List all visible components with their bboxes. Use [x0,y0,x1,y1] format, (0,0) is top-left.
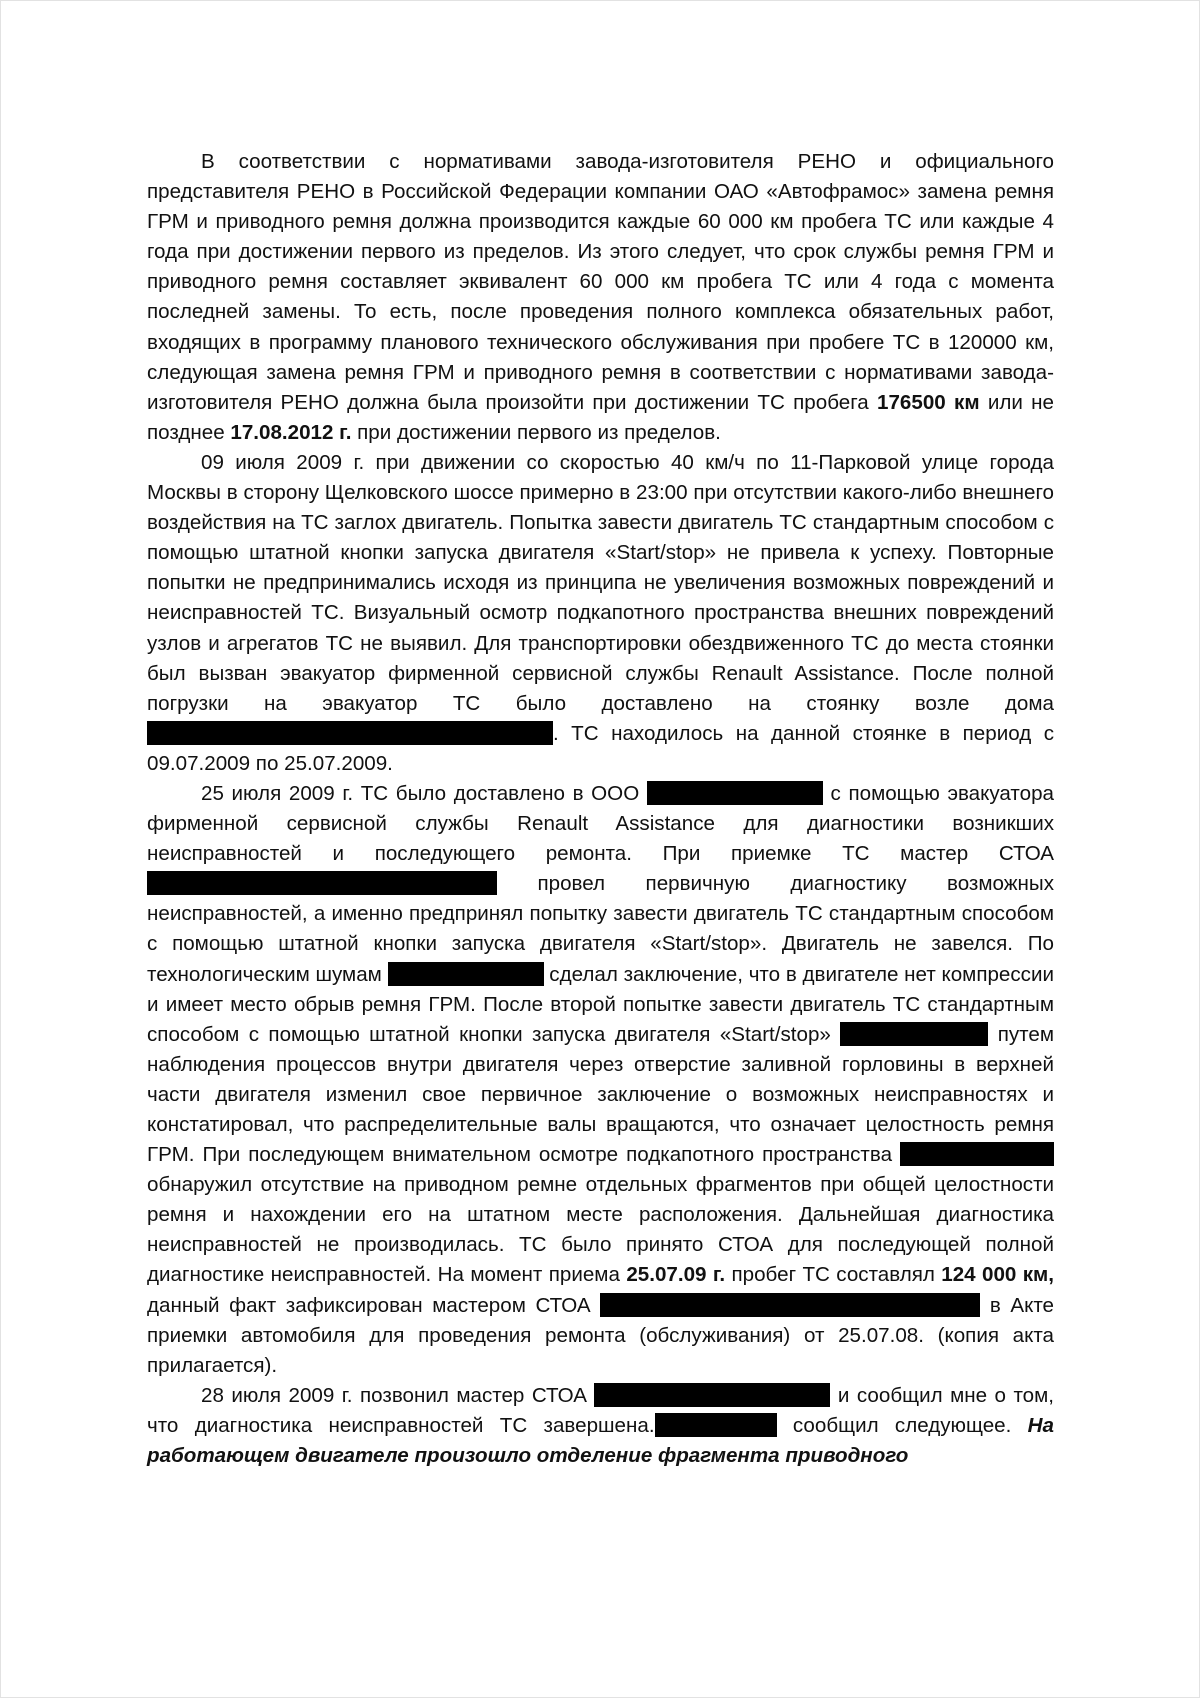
redaction-master-name [594,1383,830,1407]
paragraph-1: В соответствии с нормативами завода-изготовителя РЕНО и официального представителя РЕНО в Российской Федерации компании ОАО «Автофрамос» замена ремня ГРМ и приводного ремня должна производится каждые 60 000 км пробега ТС или каждые 4 года при достижении первого из пределов. Из этого следует, что срок службы ремня ГРМ и приводного ремня составляет эквивалент 60 000 км пробега ТС или 4 года с момента последней замены. То есть, после проведения полного комплекса обязательных работ, входящих в программу планового технического обслуживания при пробеге ТС в 120000 км, следующая замена ремня ГРМ и приводного ремня в соответствии с нормативами завода-изготовителя РЕНО должна была произойти при достижении ТС пробега 176500 км или не позднее 17.08.2012 г. при достижении первого из пределов. [147,150,1055,444]
document-body [147,147,1054,1471]
redaction-master-name [147,871,497,895]
paragraph-4: 28 июля 2009 г. позвонил мастер СТОА и сообщил мне о том, что диагностика неисправностей ТС завершена. сообщил следующее. На работающем двигателе произошло отделение фрагмента приводного [147,1383,1054,1468]
paragraph-2: 09 июля 2009 г. при движении со скоростью 40 км/ч по 11-Парковой улице города Москвы в сторону Щелковского шоссе примерно в 23:00 при отсутствии какого-либо внешнего воздействия на ТС заглох двигатель. Попытка завести двигатель ТС стандартным способом с помощью штатной кнопки запуска двигателя «Start/stop» не привела к успеху. Повторные попытки не предпринимались исходя из принципа не увеличения возможных повреждений и неисправностей ТС. Визуальный осмотр подкапотного пространства внешних повреждений узлов и агрегатов ТС не выявил. Для транспортировки обездвиженного ТС до места стоянки был вызван эвакуатор фирменной сервисной службы Renault Assistance. После полной погрузки на эвакуатор ТС было доставлено на стоянку возле дома. ТС находилось на данной стоянке в период с 09.07.2009 по 25.07.2009. [147,450,1054,775]
redaction-master-name [600,1293,980,1317]
paragraph-3: 25 июля 2009 г. ТС было доставлено в ООО с помощью эвакуатора фирменной сервисной службы Renault Assistance для диагностики возникших неисправностей и последующего ремонта. При приемке ТС мастер СТОА провел первичную диагностику возможных неисправностей, а именно предпринял попытку завести двигатель ТС стандартным способом с помощью штатной кнопки запуска двигателя «Start/stop». Двигатель не завелся. По технологическим шумам сделал заключение, что в двигателе нет компрессии и имеет место обрыв ремня ГРМ. После второй попытке завести двигатель ТС стандартным способом с помощью штатной кнопки запуска двигателя «Start/stop» путем наблюдения процессов внутри двигателя через отверстие заливной горловины в верхней части двигателя изменил свое первичное заключение о возможных неисправностях и констатировал, что распределительные валы вращаются, что означает целостность ремня ГРМ. При последующем внимательном осмотре подкапотного пространства обнаружил отсутствие на приводном ремне отдельных фрагментов при общей целостности ремня и нахождении его на штатном месте расположения. Дальнейшая диагностика неисправностей не производилась. ТС было принято СТОА для последующей полной диагностике неисправностей. На момент приема 25.07.09 г. пробег ТС составлял 124 000 км, данный факт зафиксирован мастером СТОА в Акте приемки автомобиля для проведения ремонта (обслуживания) от 25.07.08. (копия акта прилагается). [147,781,1055,1377]
redaction-address [147,721,553,745]
redaction-company [647,781,823,805]
redaction-name [840,1022,988,1046]
redaction-name [900,1142,1054,1166]
redaction-name [655,1413,777,1437]
redaction-name [388,962,544,986]
